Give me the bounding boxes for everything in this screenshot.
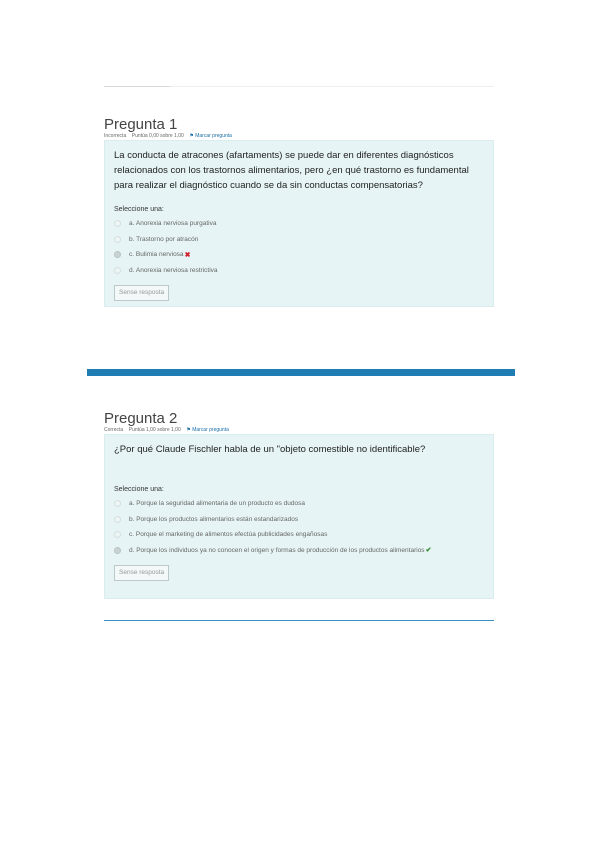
flag-question-link[interactable]: Marcar pregunta bbox=[192, 427, 229, 433]
clear-answer-button[interactable]: Sense resposta bbox=[114, 565, 169, 581]
question-title: Pregunta 1 bbox=[104, 116, 178, 133]
radio-button[interactable] bbox=[114, 516, 121, 523]
question-status: Incorrecta bbox=[104, 133, 127, 139]
flag-icon[interactable]: ⚑ bbox=[186, 427, 191, 433]
answer-option-d[interactable] bbox=[114, 263, 484, 279]
answer-option-d[interactable] bbox=[114, 543, 484, 559]
option-label: c. Porque el marketing de alimentos efectúa publicidades engañosas bbox=[129, 531, 328, 539]
question-1 bbox=[104, 117, 494, 307]
option-label: d. Porque los individuos ya no conocen el origen y formas de producción de los productos alimentarios bbox=[129, 546, 425, 554]
answer-option-b[interactable] bbox=[114, 512, 484, 528]
option-label: a. Anorexia nerviosa purgativa bbox=[129, 220, 217, 228]
flag-icon[interactable]: ⚑ bbox=[189, 133, 194, 139]
option-label: b. Trastorno por atracón bbox=[129, 235, 199, 243]
question-box bbox=[104, 140, 494, 307]
radio-button[interactable] bbox=[114, 220, 121, 227]
option-label: a. Porque la seguridad alimentaria de un producto es dudosa bbox=[129, 500, 305, 508]
radio-button[interactable] bbox=[114, 531, 121, 538]
answer-option-c[interactable] bbox=[114, 527, 484, 543]
question-status: Correcta bbox=[104, 427, 124, 433]
question-text: La conducta de atracones (afartaments) se puede dar en diferentes diagnósticos relacionados con los trastornos alimentarios, pero ¿en qué trastorno es fundamental para realizar el diagnóstico cuando se da sin conductas compensatorias? bbox=[114, 150, 469, 191]
question-meta bbox=[104, 133, 494, 140]
incorrect-icon: ✖ bbox=[184, 251, 191, 259]
radio-button[interactable] bbox=[114, 236, 121, 243]
answer-option-a[interactable] bbox=[114, 496, 484, 512]
correct-icon: ✔ bbox=[425, 547, 432, 555]
select-label: Seleccione una: bbox=[114, 206, 164, 213]
radio-button-selected[interactable] bbox=[114, 547, 121, 554]
question-title: Pregunta 2 bbox=[104, 410, 178, 427]
question-meta bbox=[104, 427, 494, 434]
option-label: b. Porque los productos alimentarios están estandarizados bbox=[129, 515, 299, 523]
answer-option-c[interactable] bbox=[114, 247, 484, 263]
page-separator-band bbox=[87, 369, 515, 376]
question-2 bbox=[104, 411, 494, 599]
clear-answer-button[interactable]: Sense resposta bbox=[114, 285, 169, 301]
option-label: d. Anorexia nerviosa restrictiva bbox=[129, 266, 218, 274]
top-divider bbox=[104, 86, 494, 87]
radio-button[interactable] bbox=[114, 267, 121, 274]
radio-button[interactable] bbox=[114, 500, 121, 507]
bottom-divider bbox=[104, 620, 494, 621]
answer-option-b[interactable] bbox=[114, 232, 484, 248]
answer-option-a[interactable] bbox=[114, 216, 484, 232]
question-text: ¿Por qué Claude Fischler habla de un "objeto comestible no identificable? bbox=[114, 444, 426, 455]
question-box bbox=[104, 434, 494, 599]
flag-question-link[interactable]: Marcar pregunta bbox=[195, 133, 232, 139]
radio-button-selected[interactable] bbox=[114, 251, 121, 258]
question-score: Puntúa 0,00 sobre 1,00 bbox=[131, 133, 184, 139]
select-label: Seleccione una: bbox=[114, 486, 164, 493]
option-label: c. Bulimia nerviosa bbox=[129, 251, 184, 259]
question-score: Puntúa 1,00 sobre 1,00 bbox=[128, 427, 181, 433]
